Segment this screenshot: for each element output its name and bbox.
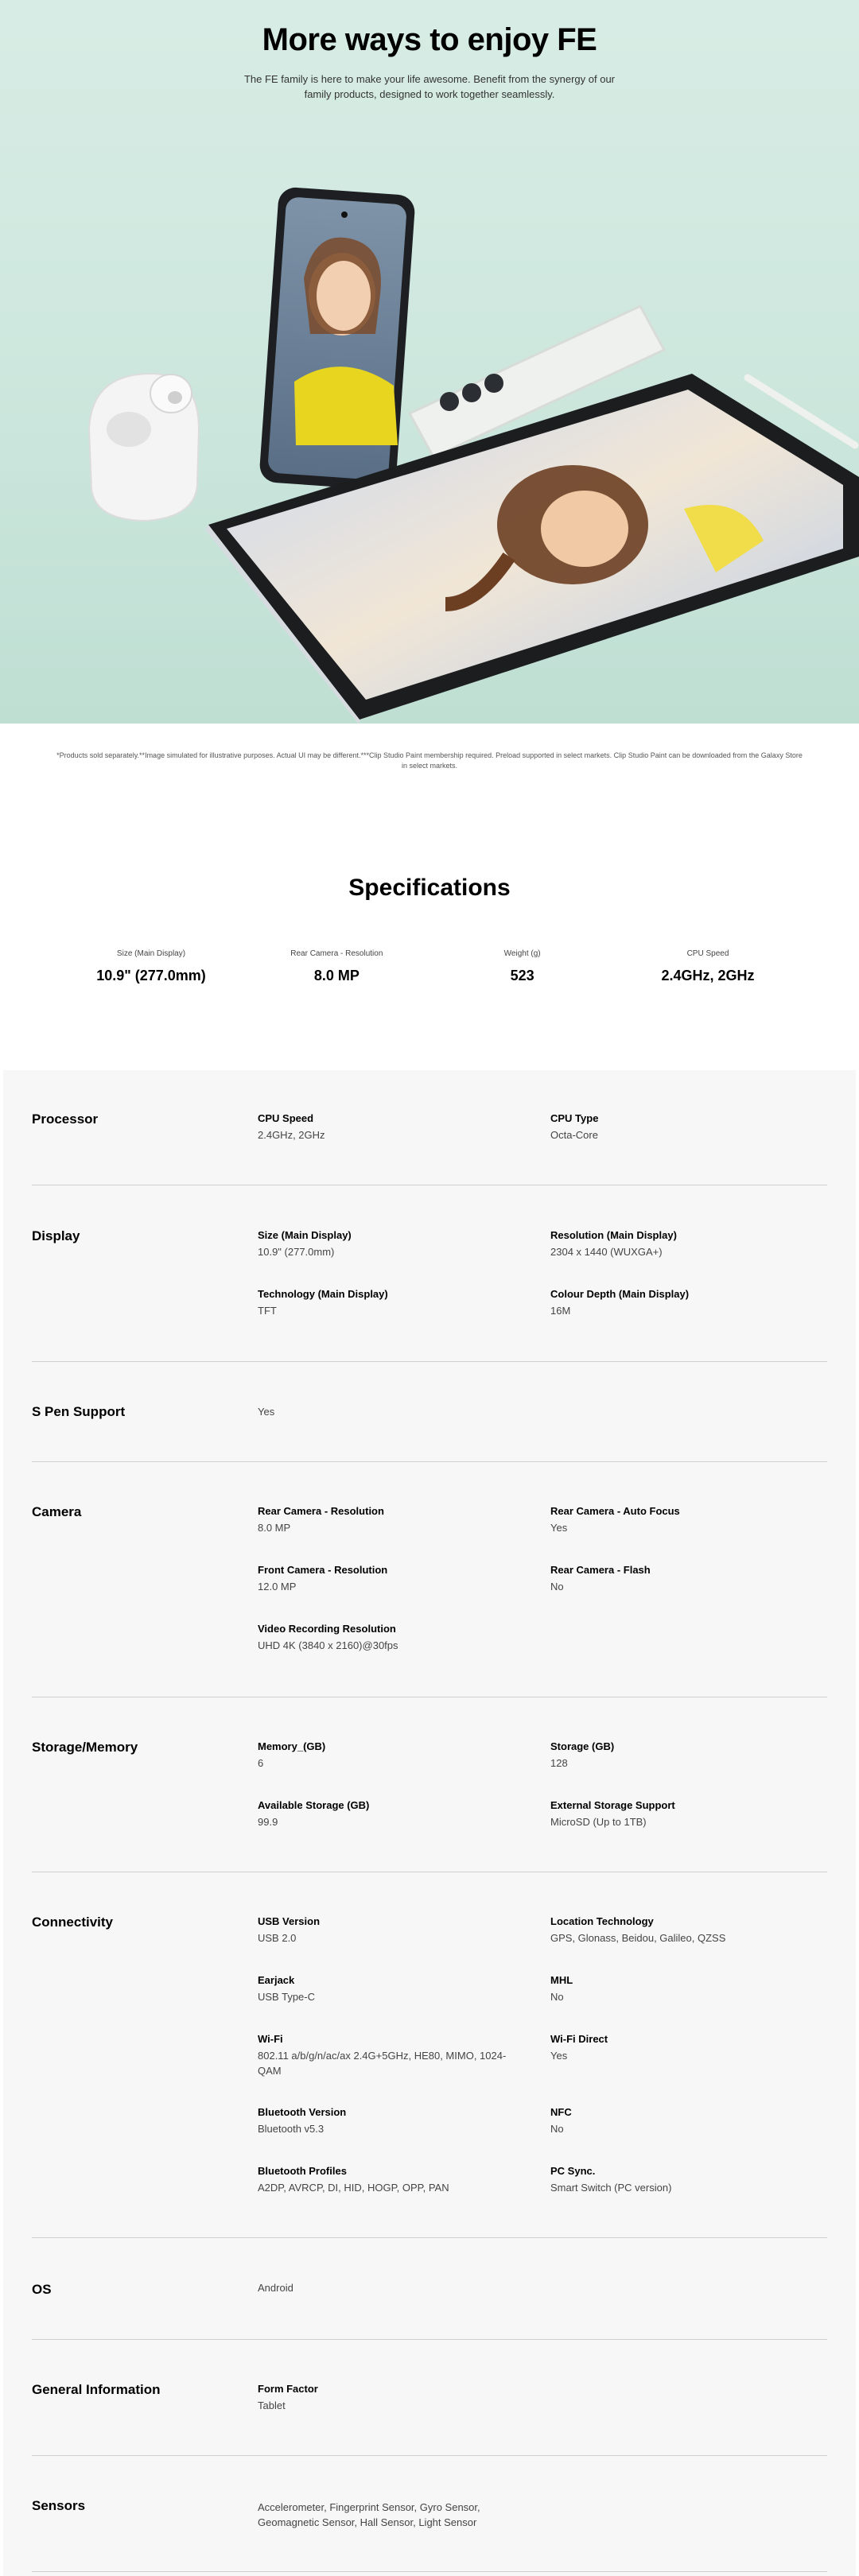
spec-section-connectivity bbox=[32, 1872, 827, 2238]
spec-item-value: 12.0 MP bbox=[258, 1581, 297, 1593]
spec-section-general-information bbox=[32, 2339, 827, 2456]
hero-banner bbox=[0, 0, 859, 724]
spec-item bbox=[258, 1287, 528, 1318]
spec-item-value: Octa-Core bbox=[550, 1129, 598, 1141]
spec-section-title: S Pen Support bbox=[32, 1404, 126, 1419]
spec-item-label: Bluetooth Version bbox=[258, 2106, 347, 2118]
spec-section-title: Connectivity bbox=[32, 1915, 114, 1930]
spec-item-value: No bbox=[550, 1991, 564, 2003]
spec-item bbox=[550, 1228, 821, 1259]
spec-item bbox=[550, 1111, 821, 1143]
spec-item bbox=[258, 1111, 528, 1143]
spec-section-title: Storage/Memory bbox=[32, 1740, 138, 1755]
spec-item-label: PC Sync. bbox=[550, 2165, 596, 2177]
spec-section-os bbox=[32, 2237, 827, 2340]
spec-item bbox=[258, 1740, 528, 1771]
summary-label: CPU Speed bbox=[686, 949, 729, 958]
spec-item bbox=[258, 1798, 528, 1829]
summary-item bbox=[64, 949, 239, 984]
summary-item bbox=[249, 949, 424, 984]
spec-section-title: Sensors bbox=[32, 2498, 86, 2513]
summary-value: 10.9" (277.0mm) bbox=[96, 968, 206, 983]
spec-item-label: Size (Main Display) bbox=[258, 1229, 352, 1241]
spec-item-label: Rear Camera - Resolution bbox=[258, 1505, 384, 1517]
spec-item bbox=[258, 2032, 528, 2078]
summary-item bbox=[620, 949, 795, 984]
spec-section-camera bbox=[32, 1461, 827, 1697]
spec-item-value: No bbox=[550, 2123, 564, 2135]
spec-item bbox=[258, 1402, 528, 1419]
spec-item bbox=[550, 2105, 821, 2136]
spec-item-value: Yes bbox=[550, 1522, 568, 1534]
spec-item-label: Available Storage (GB) bbox=[258, 1799, 370, 1811]
spec-item-label: CPU Type bbox=[550, 1112, 599, 1124]
summary-value: 523 bbox=[510, 968, 534, 983]
spec-item bbox=[258, 1915, 528, 1946]
spec-item-label: Technology (Main Display) bbox=[258, 1288, 388, 1300]
spec-item bbox=[550, 1504, 821, 1535]
spec-item-label: Resolution (Main Display) bbox=[550, 1229, 677, 1241]
hero-description: The FE family is here to make your life awesome. Benefit from the synergy of our family products, designed to work together seamlessly. bbox=[243, 73, 616, 100]
spec-item bbox=[258, 1504, 528, 1535]
spec-item-label: Wi-Fi bbox=[258, 2033, 283, 2045]
spec-section-title: Display bbox=[32, 1228, 80, 1243]
spec-item bbox=[258, 2105, 528, 2136]
spec-section-sensors bbox=[32, 2455, 827, 2572]
spec-item-value: 10.9" (277.0mm) bbox=[258, 1246, 335, 1258]
spec-item-value: A2DP, AVRCP, DI, HID, HOGP, OPP, PAN bbox=[258, 2182, 449, 2194]
spec-item bbox=[550, 2032, 821, 2063]
spec-item-value: USB Type-C bbox=[258, 1991, 316, 2003]
summary-label: Size (Main Display) bbox=[116, 949, 186, 958]
disclaimer-footnote: *Products sold separately.**Image simulated for illustrative purposes. Actual UI may be different.***Clip Studio Paint membership required. Preload supported in select markets. Clip Studio Paint can be downloaded from the Galaxy Store in select markets. bbox=[56, 751, 803, 770]
spec-summary bbox=[64, 949, 795, 984]
product-family-image bbox=[0, 0, 859, 724]
spec-item-value: Bluetooth v5.3 bbox=[258, 2123, 325, 2135]
spec-item bbox=[550, 1287, 821, 1318]
summary-item bbox=[435, 949, 610, 984]
spec-item-label: Location Technology bbox=[550, 1915, 654, 1927]
spec-item-value: 802.11 a/b/g/n/ac/ax 2.4G+5GHz, HE80, MIMO, 1024-QAM bbox=[258, 2050, 507, 2077]
spec-item-label: Memory_(GB) bbox=[258, 1740, 326, 1752]
spec-item bbox=[258, 2164, 528, 2195]
spec-item-value: TFT bbox=[258, 1305, 277, 1317]
spec-section-title: Camera bbox=[32, 1504, 82, 1519]
spec-item-label: Colour Depth (Main Display) bbox=[550, 1288, 690, 1300]
spec-item-value: Smart Switch (PC version) bbox=[550, 2182, 672, 2194]
spec-section-processor bbox=[32, 1070, 827, 1185]
spec-item-label: Rear Camera - Auto Focus bbox=[550, 1505, 680, 1517]
spec-item-label: USB Version bbox=[258, 1915, 321, 1927]
spec-section-storage-memory bbox=[32, 1697, 827, 1872]
spec-item bbox=[550, 1563, 821, 1594]
summary-value: 8.0 MP bbox=[313, 968, 360, 983]
spec-item bbox=[550, 1915, 821, 1946]
summary-value: 2.4GHz, 2GHz bbox=[661, 968, 755, 983]
spec-item-label: CPU Speed bbox=[258, 1112, 314, 1124]
spec-item-value: 128 bbox=[550, 1757, 568, 1769]
spec-item-value: 2.4GHz, 2GHz bbox=[258, 1129, 325, 1141]
specifications-title: Specifications bbox=[348, 875, 511, 901]
spec-item-value: UHD 4K (3840 x 2160)@30fps bbox=[258, 1639, 398, 1651]
spec-table bbox=[3, 1070, 856, 2576]
spec-item-value: Yes bbox=[550, 2050, 568, 2062]
summary-label: Weight (g) bbox=[503, 949, 541, 958]
spec-item bbox=[258, 1563, 528, 1594]
spec-item-label: Video Recording Resolution bbox=[258, 1623, 396, 1635]
spec-item-value: 2304 x 1440 (WUXGA+) bbox=[550, 1246, 663, 1258]
spec-item-label: Front Camera - Resolution bbox=[258, 1564, 388, 1576]
spec-item-value: No bbox=[550, 1581, 564, 1593]
spec-item bbox=[258, 2279, 528, 2295]
spec-item bbox=[550, 1740, 821, 1771]
spec-item-value: GPS, Glonass, Beidou, Galileo, QZSS bbox=[550, 1932, 726, 1944]
spec-section-s-pen-support bbox=[32, 1361, 827, 1462]
spec-item-value: 99.9 bbox=[258, 1816, 278, 1828]
spec-item bbox=[550, 2164, 821, 2195]
spec-item bbox=[258, 2498, 528, 2530]
spec-item-label: Wi-Fi Direct bbox=[550, 2033, 608, 2045]
spec-section-display bbox=[32, 1185, 827, 1362]
spec-item bbox=[550, 1973, 821, 2004]
summary-label: Rear Camera - Resolution bbox=[290, 949, 383, 958]
spec-item-label: MHL bbox=[550, 1974, 573, 1986]
spec-item-label: Bluetooth Profiles bbox=[258, 2165, 347, 2177]
spec-section-title: Processor bbox=[32, 1111, 99, 1127]
spec-item bbox=[258, 1622, 528, 1653]
spec-item-value: 8.0 MP bbox=[258, 1522, 291, 1534]
spec-item-value: MicroSD (Up to 1TB) bbox=[550, 1816, 647, 1828]
spec-item-label: NFC bbox=[550, 2106, 572, 2118]
spec-item-value: Accelerometer, Fingerprint Sensor, Gyro Sensor, Geomagnetic Sensor, Hall Sensor, Light Sensor bbox=[258, 2501, 480, 2528]
spec-item bbox=[258, 1228, 528, 1259]
spec-item-label: Form Factor bbox=[258, 2383, 318, 2395]
spec-item-label: Earjack bbox=[258, 1974, 295, 1986]
spec-item bbox=[258, 2382, 528, 2413]
spec-item-value: Yes bbox=[258, 1406, 275, 1418]
spec-item bbox=[550, 1798, 821, 1829]
spec-item-label: External Storage Support bbox=[550, 1799, 675, 1811]
spec-item-value: Android bbox=[258, 2282, 293, 2294]
spec-item-value: 6 bbox=[258, 1757, 264, 1769]
spec-section-title: General Information bbox=[32, 2382, 161, 2397]
spec-item-value: 16M bbox=[550, 1305, 571, 1317]
earbuds-case-image bbox=[89, 374, 199, 521]
spec-item bbox=[258, 1973, 528, 2004]
hero-title: More ways to enjoy FE bbox=[262, 22, 597, 57]
spec-item-value: Tablet bbox=[258, 2399, 286, 2411]
spec-item-value: USB 2.0 bbox=[258, 1932, 297, 1944]
spec-section-title: OS bbox=[32, 2282, 52, 2297]
phone-front-image bbox=[258, 186, 416, 491]
spec-item-label: Storage (GB) bbox=[550, 1740, 615, 1752]
spec-item-label: Rear Camera - Flash bbox=[550, 1564, 651, 1576]
